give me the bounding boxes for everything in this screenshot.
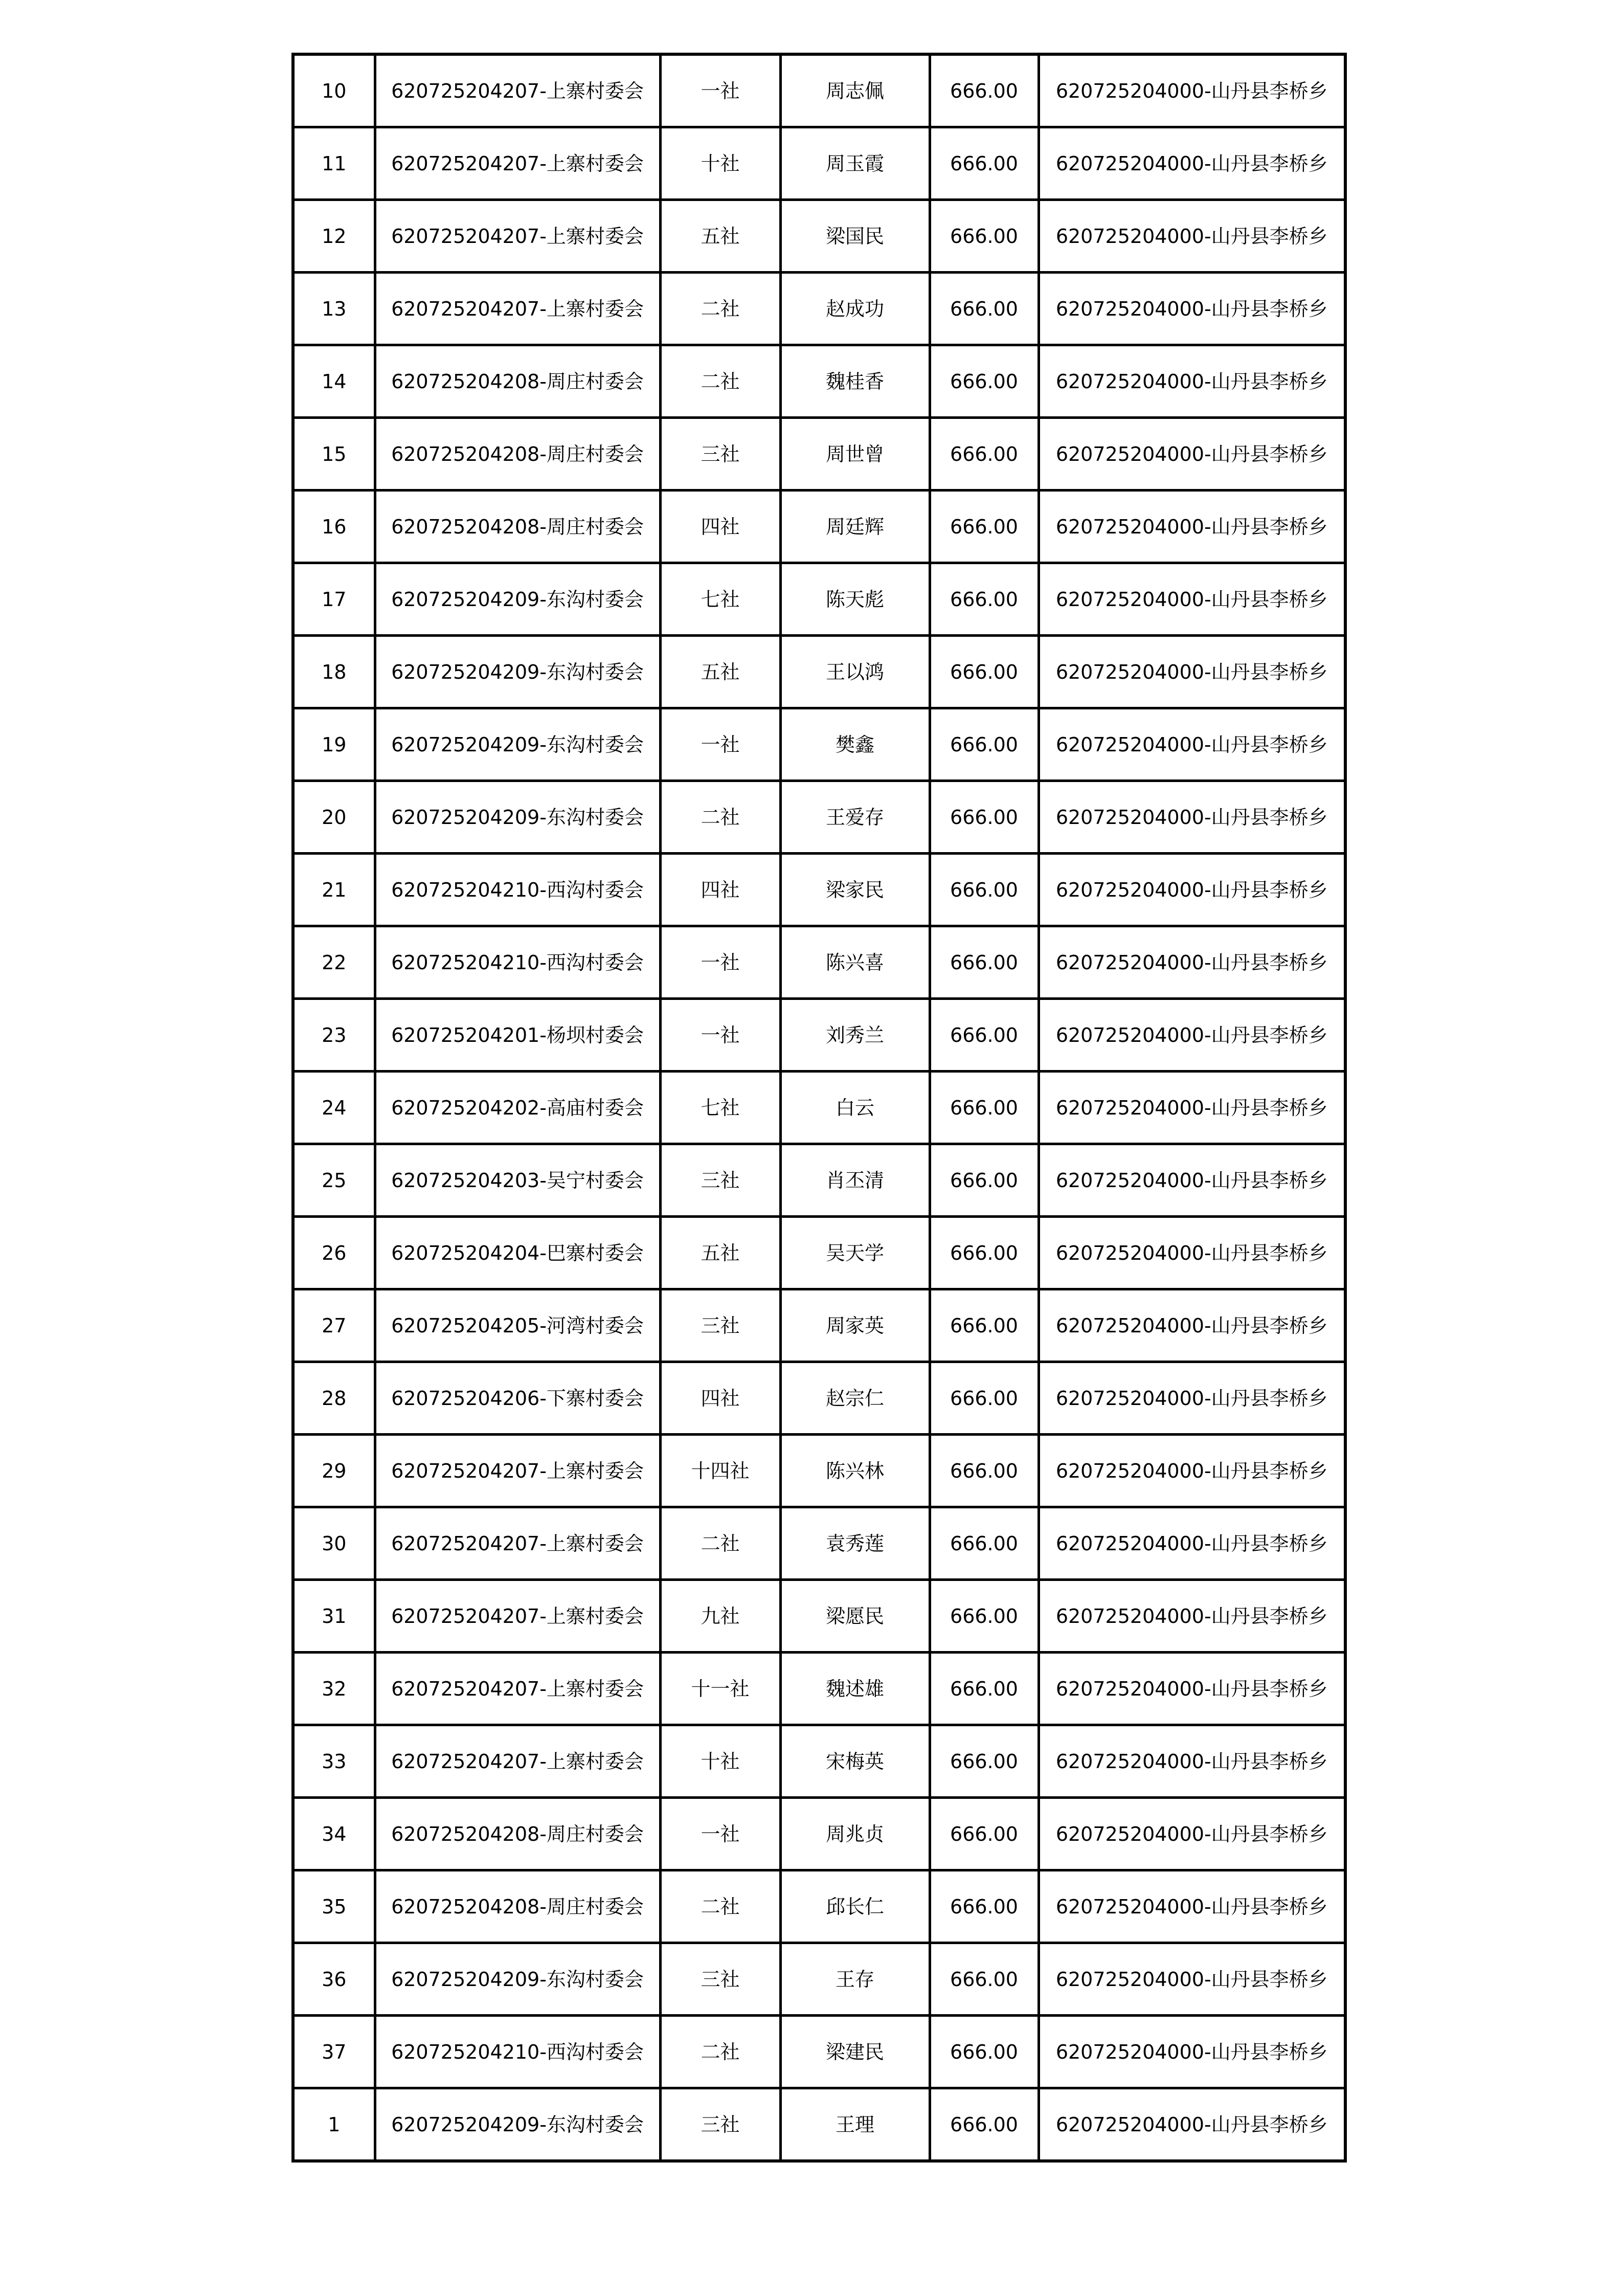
amount-cell: 666.00 (930, 1435, 1039, 1507)
table-row (293, 1653, 1345, 1725)
person-name-cell: 周廷辉 (780, 491, 930, 563)
township-cell: 620725204000-山丹县李桥乡 (1039, 1362, 1345, 1435)
amount-cell: 666.00 (930, 200, 1039, 273)
village-committee-cell: 620725204206-下寨村委会 (375, 1362, 660, 1435)
village-group-cell: 五社 (660, 1217, 780, 1289)
row-number-cell: 19 (293, 708, 375, 781)
table-row (293, 2016, 1345, 2088)
village-group-cell: 一社 (660, 1798, 780, 1870)
table-row (293, 54, 1345, 127)
village-committee-cell: 620725204207-上寨村委会 (375, 1435, 660, 1507)
township-cell: 620725204000-山丹县李桥乡 (1039, 1144, 1345, 1217)
township-cell: 620725204000-山丹县李桥乡 (1039, 345, 1345, 418)
village-group-cell: 一社 (660, 999, 780, 1072)
amount-cell: 666.00 (930, 926, 1039, 999)
row-number-cell: 28 (293, 1362, 375, 1435)
village-group-cell: 三社 (660, 2088, 780, 2161)
amount-cell: 666.00 (930, 1653, 1039, 1725)
person-name-cell: 刘秀兰 (780, 999, 930, 1072)
table-row (293, 1289, 1345, 1362)
row-number-cell: 23 (293, 999, 375, 1072)
township-cell: 620725204000-山丹县李桥乡 (1039, 563, 1345, 636)
village-group-cell: 二社 (660, 1507, 780, 1580)
person-name-cell: 邱长仁 (780, 1870, 930, 1943)
township-cell: 620725204000-山丹县李桥乡 (1039, 491, 1345, 563)
village-committee-cell: 620725204209-东沟村委会 (375, 1943, 660, 2016)
village-group-cell: 三社 (660, 1144, 780, 1217)
township-cell: 620725204000-山丹县李桥乡 (1039, 2016, 1345, 2088)
village-committee-cell: 620725204207-上寨村委会 (375, 54, 660, 127)
amount-cell: 666.00 (930, 491, 1039, 563)
village-group-cell: 七社 (660, 563, 780, 636)
village-committee-cell: 620725204209-东沟村委会 (375, 781, 660, 854)
table-row (293, 999, 1345, 1072)
row-number-cell: 11 (293, 127, 375, 200)
village-committee-cell: 620725204209-东沟村委会 (375, 708, 660, 781)
township-cell: 620725204000-山丹县李桥乡 (1039, 418, 1345, 491)
village-group-cell: 二社 (660, 781, 780, 854)
village-committee-cell: 620725204202-高庙村委会 (375, 1072, 660, 1144)
person-name-cell: 梁国民 (780, 200, 930, 273)
row-number-cell: 29 (293, 1435, 375, 1507)
township-cell: 620725204000-山丹县李桥乡 (1039, 1072, 1345, 1144)
township-cell: 620725204000-山丹县李桥乡 (1039, 1943, 1345, 2016)
row-number-cell: 13 (293, 273, 375, 345)
village-group-cell: 二社 (660, 345, 780, 418)
amount-cell: 666.00 (930, 1870, 1039, 1943)
amount-cell: 666.00 (930, 418, 1039, 491)
row-number-cell: 18 (293, 636, 375, 708)
village-committee-cell: 620725204203-吴宁村委会 (375, 1144, 660, 1217)
person-name-cell: 樊鑫 (780, 708, 930, 781)
person-name-cell: 陈兴喜 (780, 926, 930, 999)
table-row (293, 127, 1345, 200)
village-group-cell: 四社 (660, 491, 780, 563)
township-cell: 620725204000-山丹县李桥乡 (1039, 200, 1345, 273)
township-cell: 620725204000-山丹县李桥乡 (1039, 926, 1345, 999)
village-group-cell: 四社 (660, 1362, 780, 1435)
village-committee-cell: 620725204210-西沟村委会 (375, 2016, 660, 2088)
table-row (293, 1217, 1345, 1289)
person-name-cell: 吴天学 (780, 1217, 930, 1289)
township-cell: 620725204000-山丹县李桥乡 (1039, 1798, 1345, 1870)
person-name-cell: 周玉霞 (780, 127, 930, 200)
amount-cell: 666.00 (930, 54, 1039, 127)
amount-cell: 666.00 (930, 563, 1039, 636)
row-number-cell: 21 (293, 854, 375, 926)
village-group-cell: 九社 (660, 1580, 780, 1653)
row-number-cell: 31 (293, 1580, 375, 1653)
person-name-cell: 王以鸿 (780, 636, 930, 708)
table-row (293, 418, 1345, 491)
table-row (293, 1580, 1345, 1653)
amount-cell: 666.00 (930, 2016, 1039, 2088)
person-name-cell: 陈天彪 (780, 563, 930, 636)
village-committee-cell: 620725204207-上寨村委会 (375, 1580, 660, 1653)
village-committee-cell: 620725204201-杨坝村委会 (375, 999, 660, 1072)
person-name-cell: 陈兴林 (780, 1435, 930, 1507)
village-committee-cell: 620725204207-上寨村委会 (375, 273, 660, 345)
person-name-cell: 周志佩 (780, 54, 930, 127)
table-row (293, 563, 1345, 636)
row-number-cell: 20 (293, 781, 375, 854)
village-committee-cell: 620725204207-上寨村委会 (375, 1725, 660, 1798)
township-cell: 620725204000-山丹县李桥乡 (1039, 1725, 1345, 1798)
amount-cell: 666.00 (930, 1507, 1039, 1580)
village-committee-cell: 620725204207-上寨村委会 (375, 1507, 660, 1580)
person-name-cell: 梁建民 (780, 2016, 930, 2088)
village-committee-cell: 620725204205-河湾村委会 (375, 1289, 660, 1362)
person-name-cell: 肖丕清 (780, 1144, 930, 1217)
person-name-cell: 周兆贞 (780, 1798, 930, 1870)
village-group-cell: 一社 (660, 54, 780, 127)
township-cell: 620725204000-山丹县李桥乡 (1039, 1289, 1345, 1362)
village-group-cell: 七社 (660, 1072, 780, 1144)
village-committee-cell: 620725204208-周庄村委会 (375, 1870, 660, 1943)
village-group-cell: 十一社 (660, 1653, 780, 1725)
person-name-cell: 赵成功 (780, 273, 930, 345)
village-group-cell: 二社 (660, 2016, 780, 2088)
amount-cell: 666.00 (930, 1362, 1039, 1435)
village-group-cell: 四社 (660, 854, 780, 926)
person-name-cell: 宋梅英 (780, 1725, 930, 1798)
row-number-cell: 27 (293, 1289, 375, 1362)
village-group-cell: 五社 (660, 636, 780, 708)
row-number-cell: 10 (293, 54, 375, 127)
amount-cell: 666.00 (930, 781, 1039, 854)
table-row (293, 1870, 1345, 1943)
person-name-cell: 白云 (780, 1072, 930, 1144)
table-row (293, 1725, 1345, 1798)
row-number-cell: 24 (293, 1072, 375, 1144)
table-row (293, 1072, 1345, 1144)
person-name-cell: 梁愿民 (780, 1580, 930, 1653)
person-name-cell: 王存 (780, 1943, 930, 2016)
amount-cell: 666.00 (930, 273, 1039, 345)
village-committee-cell: 620725204208-周庄村委会 (375, 491, 660, 563)
person-name-cell: 周家英 (780, 1289, 930, 1362)
township-cell: 620725204000-山丹县李桥乡 (1039, 1580, 1345, 1653)
amount-cell: 666.00 (930, 854, 1039, 926)
person-name-cell: 魏述雄 (780, 1653, 930, 1725)
village-committee-cell: 620725204210-西沟村委会 (375, 926, 660, 999)
row-number-cell: 1 (293, 2088, 375, 2161)
table-row (293, 854, 1345, 926)
village-committee-cell: 620725204210-西沟村委会 (375, 854, 660, 926)
village-group-cell: 十四社 (660, 1435, 780, 1507)
village-committee-cell: 620725204209-东沟村委会 (375, 2088, 660, 2161)
table-row (293, 1943, 1345, 2016)
row-number-cell: 34 (293, 1798, 375, 1870)
village-group-cell: 三社 (660, 1289, 780, 1362)
village-committee-cell: 620725204208-周庄村委会 (375, 1798, 660, 1870)
township-cell: 620725204000-山丹县李桥乡 (1039, 54, 1345, 127)
person-name-cell: 袁秀莲 (780, 1507, 930, 1580)
amount-cell: 666.00 (930, 1798, 1039, 1870)
amount-cell: 666.00 (930, 636, 1039, 708)
person-name-cell: 周世曾 (780, 418, 930, 491)
person-name-cell: 王爱存 (780, 781, 930, 854)
table-row (293, 200, 1345, 273)
amount-cell: 666.00 (930, 2088, 1039, 2161)
table-body (293, 54, 1345, 2161)
village-committee-cell: 620725204209-东沟村委会 (375, 636, 660, 708)
township-cell: 620725204000-山丹县李桥乡 (1039, 1435, 1345, 1507)
township-cell: 620725204000-山丹县李桥乡 (1039, 1217, 1345, 1289)
village-group-cell: 三社 (660, 418, 780, 491)
amount-cell: 666.00 (930, 1289, 1039, 1362)
amount-cell: 666.00 (930, 1144, 1039, 1217)
township-cell: 620725204000-山丹县李桥乡 (1039, 273, 1345, 345)
amount-cell: 666.00 (930, 127, 1039, 200)
row-number-cell: 35 (293, 1870, 375, 1943)
village-committee-cell: 620725204204-巴寨村委会 (375, 1217, 660, 1289)
village-group-cell: 二社 (660, 273, 780, 345)
village-group-cell: 二社 (660, 1870, 780, 1943)
village-group-cell: 一社 (660, 708, 780, 781)
row-number-cell: 37 (293, 2016, 375, 2088)
row-number-cell: 12 (293, 200, 375, 273)
row-number-cell: 15 (293, 418, 375, 491)
row-number-cell: 25 (293, 1144, 375, 1217)
table-row (293, 1435, 1345, 1507)
amount-cell: 666.00 (930, 708, 1039, 781)
table-row (293, 926, 1345, 999)
table-row (293, 781, 1345, 854)
table-row (293, 636, 1345, 708)
village-committee-cell: 620725204207-上寨村委会 (375, 127, 660, 200)
table-row (293, 1798, 1345, 1870)
amount-cell: 666.00 (930, 345, 1039, 418)
township-cell: 620725204000-山丹县李桥乡 (1039, 1653, 1345, 1725)
village-group-cell: 一社 (660, 926, 780, 999)
amount-cell: 666.00 (930, 1725, 1039, 1798)
township-cell: 620725204000-山丹县李桥乡 (1039, 708, 1345, 781)
row-number-cell: 22 (293, 926, 375, 999)
table-row (293, 273, 1345, 345)
row-number-cell: 32 (293, 1653, 375, 1725)
township-cell: 620725204000-山丹县李桥乡 (1039, 1870, 1345, 1943)
row-number-cell: 16 (293, 491, 375, 563)
township-cell: 620725204000-山丹县李桥乡 (1039, 636, 1345, 708)
table-row (293, 708, 1345, 781)
table-row (293, 345, 1345, 418)
row-number-cell: 33 (293, 1725, 375, 1798)
township-cell: 620725204000-山丹县李桥乡 (1039, 127, 1345, 200)
township-cell: 620725204000-山丹县李桥乡 (1039, 854, 1345, 926)
township-cell: 620725204000-山丹县李桥乡 (1039, 1507, 1345, 1580)
table-row (293, 1144, 1345, 1217)
village-committee-cell: 620725204207-上寨村委会 (375, 1653, 660, 1725)
amount-cell: 666.00 (930, 1943, 1039, 2016)
person-name-cell: 赵宗仁 (780, 1362, 930, 1435)
amount-cell: 666.00 (930, 1072, 1039, 1144)
amount-cell: 666.00 (930, 999, 1039, 1072)
row-number-cell: 14 (293, 345, 375, 418)
subsidy-roster-table (291, 53, 1347, 2163)
person-name-cell: 王理 (780, 2088, 930, 2161)
row-number-cell: 17 (293, 563, 375, 636)
village-group-cell: 十社 (660, 127, 780, 200)
township-cell: 620725204000-山丹县李桥乡 (1039, 2088, 1345, 2161)
village-committee-cell: 620725204208-周庄村委会 (375, 345, 660, 418)
row-number-cell: 26 (293, 1217, 375, 1289)
table-row (293, 2088, 1345, 2161)
table-row (293, 1362, 1345, 1435)
amount-cell: 666.00 (930, 1217, 1039, 1289)
table-row (293, 491, 1345, 563)
village-committee-cell: 620725204208-周庄村委会 (375, 418, 660, 491)
row-number-cell: 36 (293, 1943, 375, 2016)
township-cell: 620725204000-山丹县李桥乡 (1039, 781, 1345, 854)
table-row (293, 1507, 1345, 1580)
amount-cell: 666.00 (930, 1580, 1039, 1653)
village-committee-cell: 620725204209-东沟村委会 (375, 563, 660, 636)
village-committee-cell: 620725204207-上寨村委会 (375, 200, 660, 273)
person-name-cell: 魏桂香 (780, 345, 930, 418)
person-name-cell: 梁家民 (780, 854, 930, 926)
village-group-cell: 五社 (660, 200, 780, 273)
village-group-cell: 三社 (660, 1943, 780, 2016)
village-group-cell: 十社 (660, 1725, 780, 1798)
row-number-cell: 30 (293, 1507, 375, 1580)
township-cell: 620725204000-山丹县李桥乡 (1039, 999, 1345, 1072)
